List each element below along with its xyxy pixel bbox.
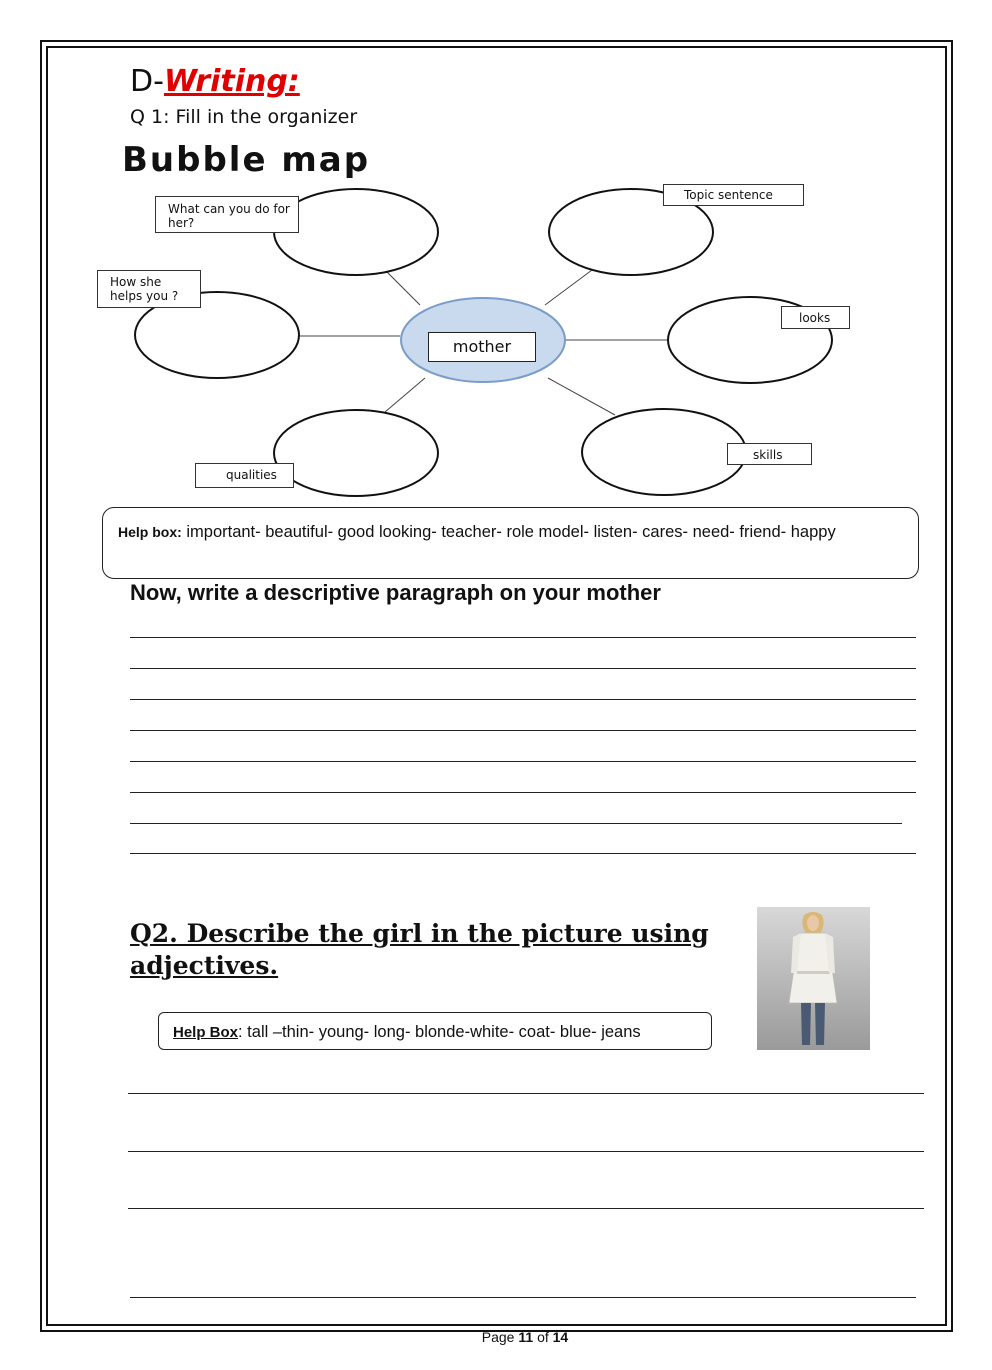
- writing-line[interactable]: [130, 637, 916, 638]
- writing-line[interactable]: [130, 761, 916, 762]
- help-box-2: [158, 1012, 712, 1050]
- answer-line[interactable]: [130, 1297, 916, 1298]
- label-how-she-helps: How she helps you ?: [97, 270, 201, 308]
- answer-line[interactable]: [128, 1093, 924, 1094]
- help-box-1: [102, 507, 919, 579]
- label-qualities: qualities: [195, 463, 294, 488]
- bubble-map-title: Bubble map: [122, 140, 371, 180]
- bubble-qualities: [274, 410, 438, 496]
- connector-line: [385, 378, 425, 412]
- question-2: Q2. Describe the girl in the picture using adjectives.: [130, 919, 709, 980]
- label-center: mother: [428, 332, 536, 362]
- label-what-can-you-do: What can you do for her?: [155, 196, 299, 233]
- help-box-1-label: Help box:: [118, 524, 182, 540]
- writing-line[interactable]: [130, 668, 916, 669]
- connector-line: [548, 378, 615, 415]
- connector-line: [545, 270, 592, 305]
- label-looks: looks: [781, 306, 850, 329]
- section-title: D-Writing:: [130, 64, 300, 99]
- writing-line[interactable]: [130, 730, 916, 731]
- page-footer: Page 11 of 14: [481, 1329, 569, 1345]
- writing-line[interactable]: [130, 853, 916, 854]
- help-box-2-label: Help Box: [173, 1024, 239, 1041]
- paragraph-prompt: Now, write a descriptive paragraph on your mother: [130, 580, 661, 605]
- label-topic-sentence: Topic sentence: [663, 184, 804, 206]
- help-box-1-words: important- beautiful- good looking- teacher- role model- listen- cares- need- friend- happy: [181, 523, 836, 541]
- bubble-skills: [582, 409, 746, 495]
- answer-line[interactable]: [128, 1208, 924, 1209]
- label-skills: skills: [727, 443, 812, 465]
- writing-line[interactable]: [130, 792, 916, 793]
- question-1: Q 1: Fill in the organizer: [130, 106, 358, 128]
- answer-line[interactable]: [128, 1151, 924, 1152]
- girl-photo: [757, 907, 870, 1050]
- help-box-2-words: : tall –thin- young- long- blonde-white- coat- blue- jeans: [238, 1023, 641, 1041]
- writing-line[interactable]: [130, 699, 916, 700]
- writing-line[interactable]: [130, 823, 902, 824]
